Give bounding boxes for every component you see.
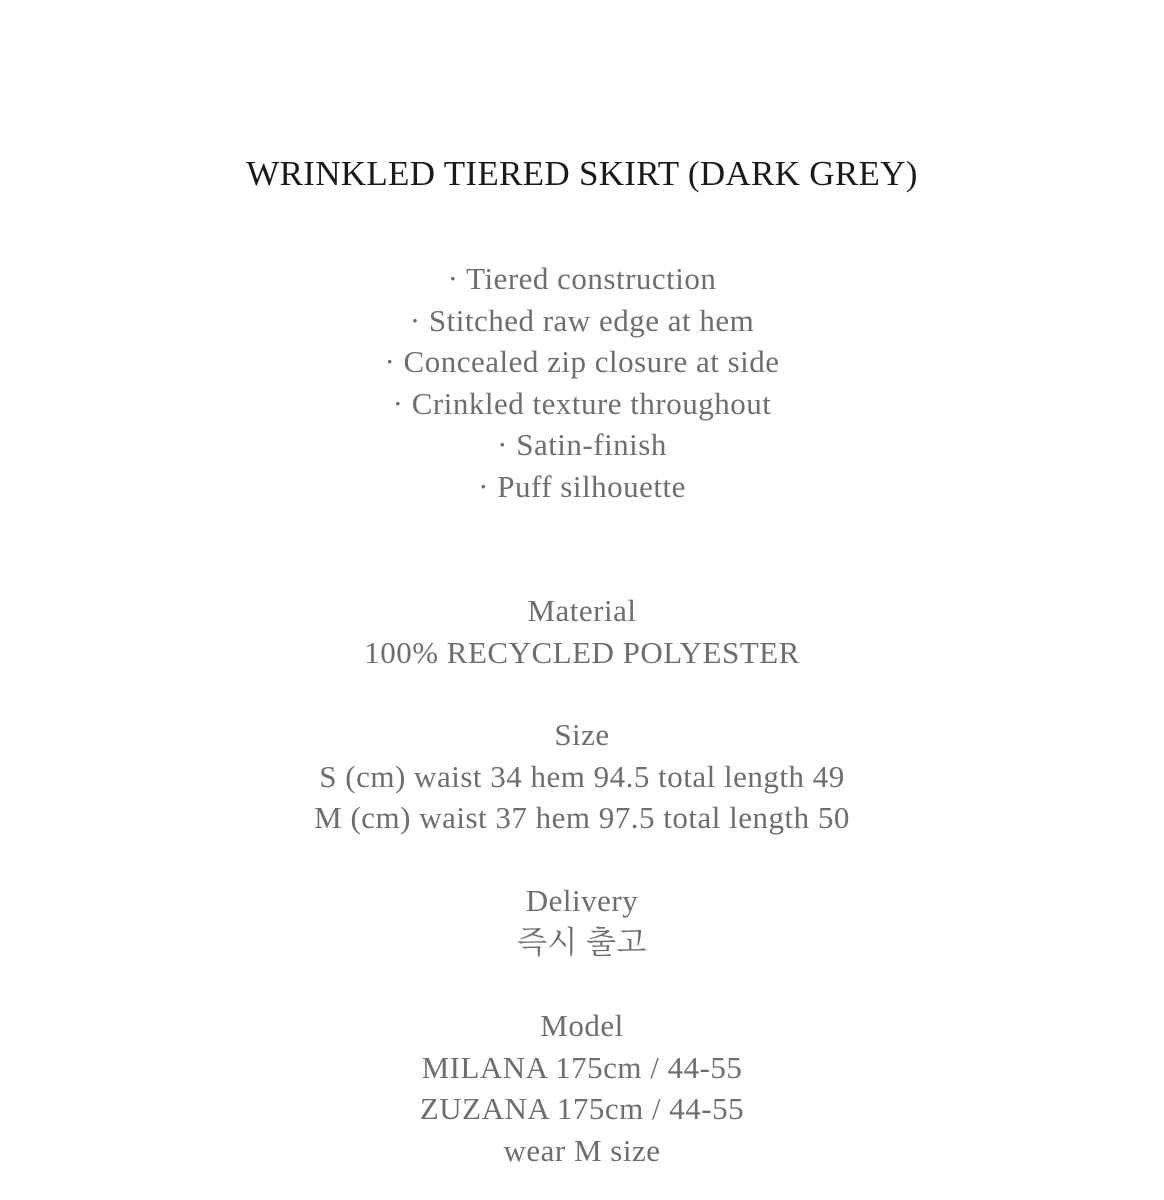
delivery-value: 즉시 출고: [516, 924, 648, 960]
feature-item: · Crinkled texture throughout: [392, 385, 772, 421]
feature-item: · Concealed zip closure at side: [384, 344, 780, 379]
size-row-m: M (cm) waist 37 hem 97.5 total length 50: [314, 800, 850, 835]
feature-item: · Puff silhouette: [478, 468, 686, 504]
size-row-s: S (cm) waist 34 hem 94.5 total length 49: [319, 758, 845, 794]
model-row: ZUZANA 175cm / 44-55: [419, 1091, 745, 1126]
model-size-note: wear M size: [503, 1132, 661, 1168]
feature-item: · Satin-finish: [497, 427, 667, 462]
material-section: [0, 590, 1164, 673]
feature-item: · Stitched raw edge at hem: [409, 302, 755, 338]
delivery-section: [0, 880, 1164, 963]
model-section: [0, 1005, 1164, 1171]
size-section: [0, 714, 1164, 839]
feature-item: · Tiered construction: [447, 261, 717, 296]
size-heading: Size: [554, 717, 610, 752]
model-row: MILANA 175cm / 44-55: [421, 1049, 743, 1085]
product-title: WRINKLED TIERED SKIRT (DARK GREY): [246, 154, 918, 193]
material-value: 100% RECYCLED POLYESTER: [364, 634, 800, 670]
material-heading: Material: [527, 593, 637, 628]
feature-list: [0, 258, 1164, 507]
model-heading: Model: [540, 1008, 624, 1043]
delivery-heading: Delivery: [525, 883, 639, 918]
